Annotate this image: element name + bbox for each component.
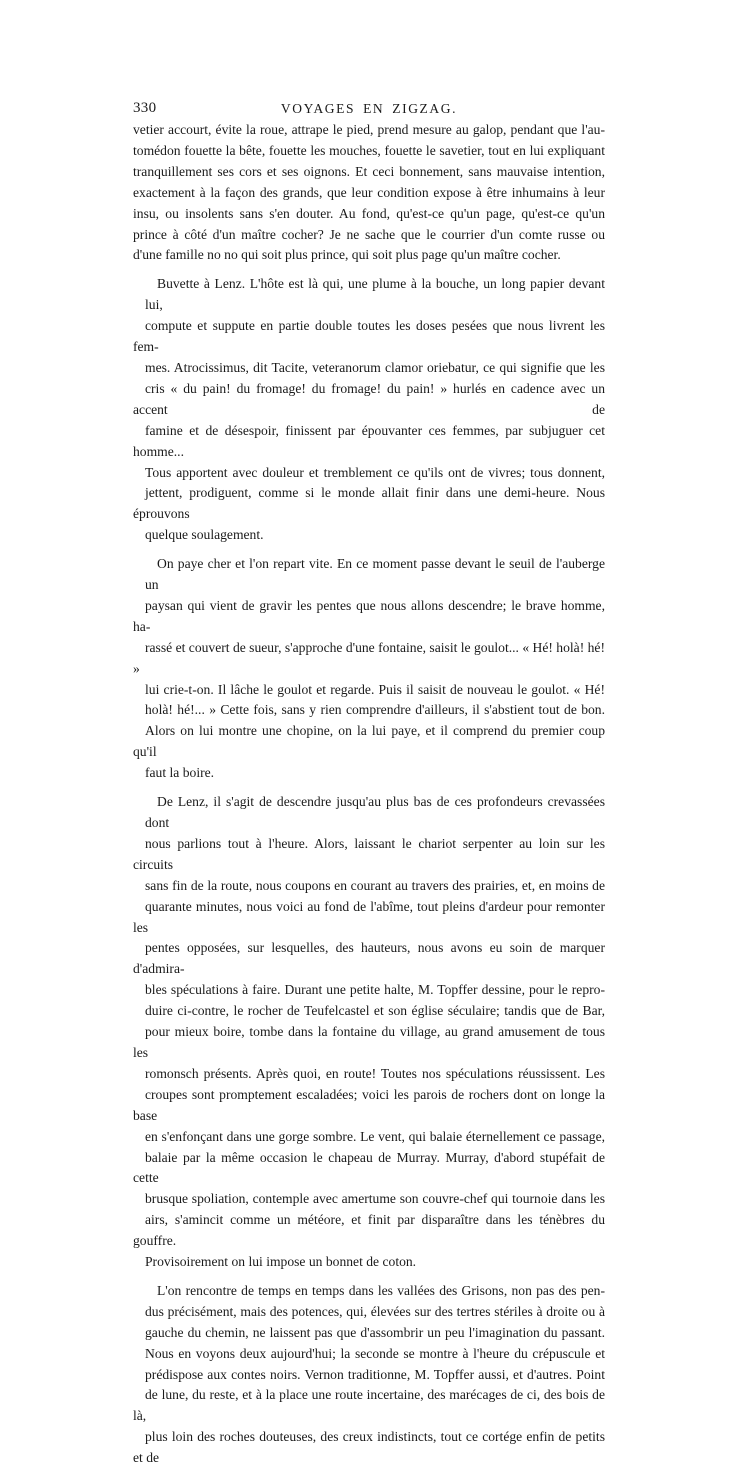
text-line: pentes opposées, sur lesquelles, des hauteurs, nous avons eu soin de marquer d'admira-	[133, 940, 605, 977]
text-line: balaie par la même occasion le chapeau de Murray. Murray, d'abord stupéfait de cette	[133, 1149, 605, 1186]
text-line: tomédon fouette la bête, fouette les mouches, fouette le savetier, tout en lui expliquant	[133, 142, 605, 158]
text-line: De Lenz, il s'agit de descendre jusqu'au plus bas de ces profondeurs crevassées dont	[145, 794, 605, 830]
text-line: Tous apportent avec douleur et tremblement ce qu'ils ont de vivres; tous donnent,	[145, 464, 605, 480]
text-line: prince à côté d'un maître cocher? Je ne sache que le courrier d'un comte russe ou	[133, 226, 605, 242]
page-number: 330	[133, 100, 157, 116]
text-line: compute et suppute en partie double toutes les doses pesées que nous livrent les fem-	[133, 318, 605, 355]
text-line: faut la boire.	[145, 765, 215, 781]
paragraph	[133, 554, 605, 784]
text-line: sans fin de la route, nous coupons en courant au travers des prairies, et, en moins de	[145, 877, 605, 893]
text-line: romonsch présents. Après quoi, en route! Toutes nos spéculations réussissent. Les	[145, 1065, 605, 1081]
text-line: duire ci-contre, le rocher de Teufelcastel et son église séculaire; tandis que de Bar,	[145, 1003, 605, 1019]
text-line: On paye cher et l'on repart vite. En ce moment passe devant le seuil de l'auberge un	[145, 556, 605, 593]
text-line: Alors on lui montre une chopine, on la lui paye, et il comprend du premier coup qu'il	[133, 723, 605, 760]
text-line: quarante minutes, nous voici au fond de l'abîme, tout pleins d'ardeur pour remonter les	[133, 898, 605, 935]
text-line: Buvette à Lenz. L'hôte est là qui, une plume à la bouche, un long papier devant lui,	[145, 276, 605, 313]
text-line: airs, s'amincit comme un météore, et finit par disparaître dans les ténèbres du gouffre.	[133, 1212, 605, 1249]
text-line: dus précisément, mais des potences, qui, élevées sur des tertres stériles à droite ou à	[145, 1303, 605, 1319]
text-line: cris « du pain! du fromage! du fromage! du pain! » hurlés en cadence avec un accent de	[133, 380, 605, 417]
text-line: prédispose aux contes noirs. Vernon traditionne, M. Topffer aussi, et d'autres. Point	[145, 1366, 605, 1382]
paragraph	[133, 274, 605, 546]
text-line: tranquillement ses cors et ses oignons. Et ceci bonnement, sans mauvaise intention,	[133, 163, 605, 179]
text-line: gauche du chemin, ne laissent pas que d'assombrir un peu l'imagination du passant.	[145, 1324, 605, 1340]
text-line: famine et de désespoir, finissent par épouvanter ces femmes, par subjuguer cet homme...	[133, 422, 605, 459]
text-line: holà! hé!... » Cette fois, sans y rien comprendre d'ailleurs, il s'abstient tout de bon.	[145, 702, 605, 718]
text-line: Nous en voyons deux aujourd'hui; la seconde se montre à l'heure du crépuscule et	[145, 1345, 605, 1361]
body-text	[133, 120, 605, 1477]
text-line: rassé et couvert de sueur, s'approche d'une fontaine, saisit le goulot... « Hé! holà! hé! »	[133, 639, 605, 676]
text-line: exactement à la façon des grands, que leur condition expose à être inhumains à leur	[133, 184, 605, 200]
text-line: lui crie-t-on. Il lâche le goulot et regarde. Puis il saisit de nouveau le goulot. « Hé!	[145, 681, 605, 697]
text-line: quelque soulagement.	[145, 527, 264, 543]
text-line: d'une famille no no qui soit plus prince, qui soit plus page qu'un maître cocher.	[133, 247, 561, 263]
text-line: plus loin des roches douteuses, des creux indistincts, tout ce cortége enfin de petits et de	[133, 1429, 605, 1466]
text-line: croupes sont promptement escaladées; voici les parois de rochers dont on longe la base	[133, 1086, 605, 1123]
text-line: pour mieux boire, tombe dans la fontaine du village, au grand amusement de tous les	[133, 1024, 605, 1060]
text-line: L'on rencontre de temps en temps dans les vallées des Grisons, non pas des pen-	[157, 1282, 605, 1298]
text-line: mes. Atrocissimus, dit Tacite, veteranorum clamor oriebatur, ce qui signifie que les	[145, 359, 605, 375]
text-line: en s'enfonçant dans une gorge sombre. Le vent, qui balaie éternellement ce passage,	[145, 1128, 605, 1144]
text-line: nous parlions tout à l'heure. Alors, laissant le chariot serpenter au loin sur les circuits	[133, 835, 605, 872]
text-line: paysan qui vient de gravir les pentes que nous allons descendre; le brave homme, ha-	[133, 597, 605, 634]
paragraph	[133, 120, 605, 266]
text-line: brusque spoliation, contemple avec amertume son couvre-chef qui tournoie dans les	[145, 1191, 605, 1207]
text-line: jettent, prodiguent, comme si le monde allait finir dans une demi-heure. Nous éprouvons	[133, 485, 605, 522]
running-title: VOYAGES EN ZIGZAG.	[280, 101, 458, 116]
text-line: insu, ou insolents sans s'en douter. Au fond, qu'est-ce qu'un page, qu'est-ce qu'un	[133, 205, 605, 221]
text-line: de lune, du reste, et à la place une route incertaine, des marécages de ci, des bois de là,	[133, 1387, 605, 1424]
text-line: vetier accourt, évite la roue, attrape le pied, prend mesure au galop, pendant que l'au-	[133, 122, 605, 137]
text-line: bles spéculations à faire. Durant une petite halte, M. Topffer dessine, pour le repro-	[145, 982, 605, 998]
text-line: Provisoirement on lui impose un bonnet de coton.	[145, 1254, 417, 1270]
paragraph	[133, 792, 605, 1273]
paragraph	[133, 1281, 605, 1469]
